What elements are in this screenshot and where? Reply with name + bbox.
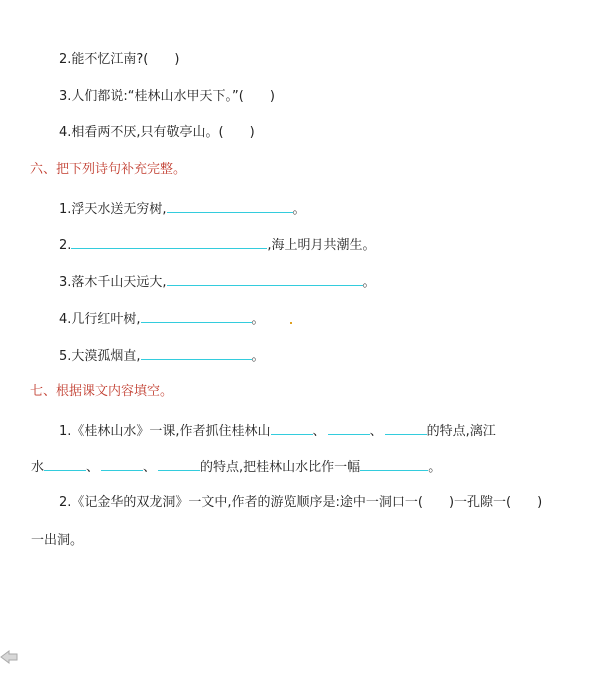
fill-blank[interactable] xyxy=(328,422,370,435)
question-6-2-number: 2. xyxy=(59,238,72,253)
section-6-title: 六、把下列诗句补充完整。 xyxy=(30,162,187,177)
stray-dot xyxy=(290,322,292,324)
question-6-1-text: 1.浮天水送无穷树, xyxy=(59,202,167,217)
fill-blank[interactable] xyxy=(360,458,428,471)
question-6-5-text: 5.大漠孤烟直, xyxy=(59,349,141,364)
fill-blank[interactable] xyxy=(101,458,143,471)
question-7-1-text-c: 水 xyxy=(31,460,45,475)
question-7-1-line2 xyxy=(31,458,441,476)
separator: 、 xyxy=(312,424,326,439)
question-7-1-end: 。 xyxy=(428,460,442,475)
question-6-5 xyxy=(59,347,265,365)
question-6-4 xyxy=(59,310,265,328)
fill-blank[interactable] xyxy=(158,458,200,471)
question-6-2 xyxy=(59,236,376,254)
question-6-3-end: 。 xyxy=(362,275,376,290)
question-5-4: 4.相看两不厌,只有敬亭山。( ) xyxy=(59,125,255,140)
question-5-2: 2.能不忆江南?( ) xyxy=(59,52,180,67)
fill-blank[interactable] xyxy=(385,422,427,435)
section-7-title: 七、根据课文内容填空。 xyxy=(30,384,174,399)
separator: 、 xyxy=(369,424,383,439)
question-5-3: 3.人们都说:“桂林山水甲天下。”( ) xyxy=(59,89,275,104)
separator: 、 xyxy=(143,460,157,475)
question-6-1 xyxy=(59,200,306,218)
question-6-1-end: 。 xyxy=(292,202,306,217)
question-6-3-text: 3.落木千山天远大, xyxy=(59,275,167,290)
question-7-1-text-b: 的特点,漓江 xyxy=(426,424,496,439)
fill-blank[interactable] xyxy=(141,310,252,323)
fill-blank[interactable] xyxy=(44,458,86,471)
fill-blank[interactable] xyxy=(141,347,252,360)
back-arrow-icon[interactable] xyxy=(0,650,18,664)
question-7-1-line1 xyxy=(59,422,496,440)
question-6-4-text: 4.几行红叶树, xyxy=(59,312,141,327)
question-6-5-end: 。 xyxy=(251,349,265,364)
question-7-2-line1: 2.《记金华的双龙洞》一文中,作者的游览顺序是:途中一洞口一( )一孔隙一( ) xyxy=(59,495,543,510)
fill-blank[interactable] xyxy=(167,273,363,286)
question-6-3 xyxy=(59,273,376,291)
fill-blank[interactable] xyxy=(271,422,313,435)
question-7-1-text-d: 的特点,把桂林山水比作一幅 xyxy=(200,460,361,475)
question-6-2-text: ,海上明月共潮生。 xyxy=(267,238,376,253)
separator: 、 xyxy=(86,460,100,475)
fill-blank[interactable] xyxy=(167,200,293,213)
question-7-2-line2: 一出洞。 xyxy=(31,533,84,548)
question-7-1-text-a: 1.《桂林山水》一课,作者抓住桂林山 xyxy=(59,424,271,439)
fill-blank[interactable] xyxy=(71,236,267,249)
question-6-4-end: 。 xyxy=(251,312,265,327)
